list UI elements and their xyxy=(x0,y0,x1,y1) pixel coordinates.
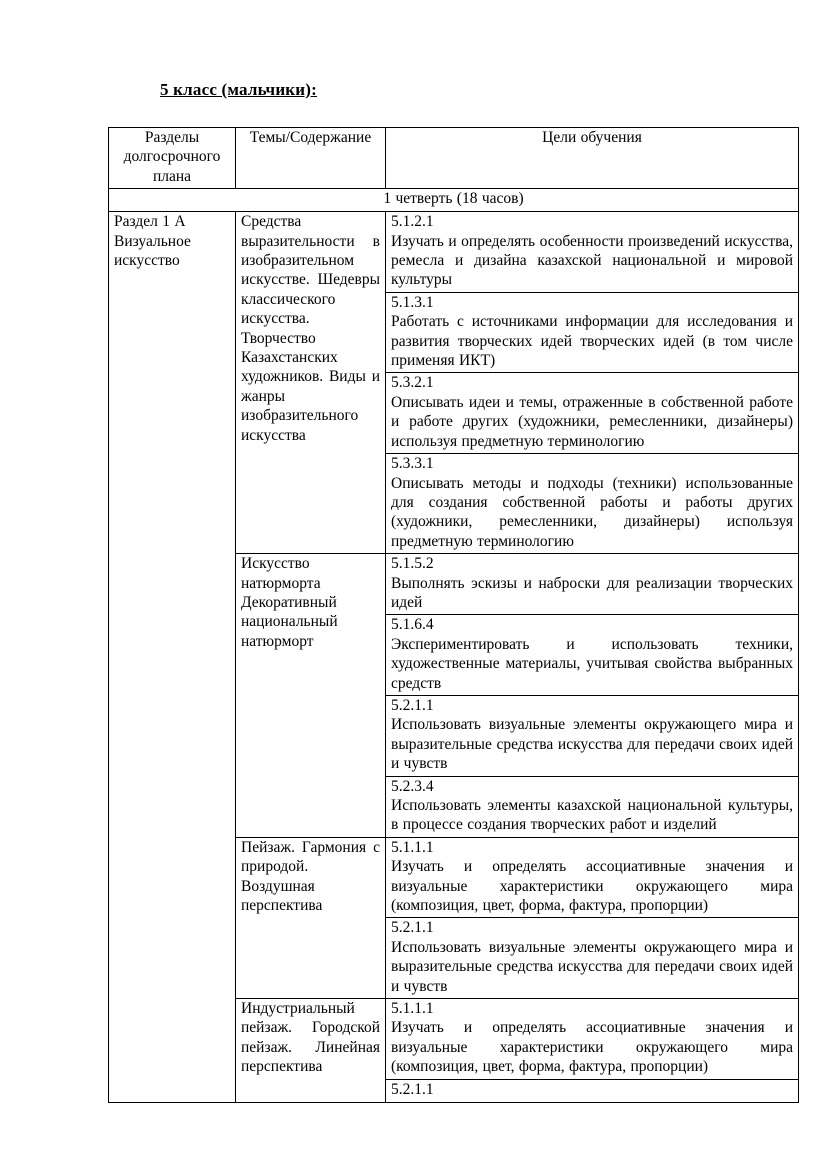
section-cell: Раздел 1 А Визуальное искусство xyxy=(109,212,236,1102)
header-cell-sections: Разделы долгосрочного плана xyxy=(109,128,236,189)
objective-code: 5.3.2.1 xyxy=(391,374,434,392)
objective-code: 5.2.1.1 xyxy=(391,919,434,937)
topic-cell: Средства выразительности в изобразительном искусстве. Шедевры классического искусства. Творчество Казахстанских художников. Виды и жанры изобразительного искусства xyxy=(236,212,386,554)
objective-cell xyxy=(386,554,799,615)
objective-text: Описывать идеи и темы, отраженные в собственной работе и работе других (художники, ремесленники, дизайнеры) используя предметную терминологию xyxy=(391,393,793,450)
objective-cell xyxy=(386,776,799,837)
objective-text: Экспериментировать и использовать техники, художественные материалы, учитывая свойства выбранных средств xyxy=(391,635,793,692)
objective-code: 5.1.1.1 xyxy=(391,1000,434,1018)
page-title: 5 класс (мальчики): xyxy=(160,80,318,99)
objective-code: 5.3.3.1 xyxy=(391,455,434,473)
topic-cell: Индустриальный пейзаж. Городской пейзаж. Линейная перспектива xyxy=(236,999,386,1103)
objective-text: Использовать визуальные элементы окружающего мира и выразительные средства искусства для передачи своих идей и чувств xyxy=(391,938,793,995)
objective-text: Работать с источниками информации для исследования и развития творческих идей творческих идей (в том числе применяя ИКТ) xyxy=(391,313,793,370)
objective-cell xyxy=(386,999,799,1080)
objective-code: 5.1.6.4 xyxy=(391,616,434,634)
objective-code: 5.1.5.2 xyxy=(391,555,434,573)
table-header-row xyxy=(109,128,799,189)
quarter-cell: 1 четверть (18 часов) xyxy=(109,189,799,212)
objective-code: 5.1.3.1 xyxy=(391,293,434,311)
objective-text: Изучать и определять ассоциативные значения и визуальные характеристики окружающего мира (композиция, цвет, форма, фактура, пропорции) xyxy=(391,1019,793,1076)
topic-cell: Пейзаж. Гармония с природой. Воздушная перспектива xyxy=(236,837,386,998)
quarter-row xyxy=(109,189,799,212)
objective-text: Выполнять эскизы и наброски для реализации творческих идей xyxy=(391,574,793,611)
objective-cell xyxy=(386,695,799,776)
objective-cell xyxy=(386,373,799,454)
objective-cell xyxy=(386,292,799,373)
objective-code: 5.1.2.1 xyxy=(391,213,434,231)
objective-text: Описывать методы и подходы (техники) использованные для создания собственной работы и работы других (художники, ремесленники, дизайнеры) используя предметную терминологию xyxy=(391,474,793,550)
objective-code: 5.2.1.1 xyxy=(391,696,434,714)
objective-cell xyxy=(386,615,799,696)
objective-text: Использовать элементы казахской национальной культуры, в процессе создания творческих работ и изделий xyxy=(391,797,793,834)
objective-cell xyxy=(386,918,799,999)
objective-cell xyxy=(386,454,799,554)
curriculum-table xyxy=(108,127,799,1103)
objective-code: 5.2.1.1 xyxy=(391,1080,434,1098)
header-cell-topics: Темы/Содержание xyxy=(236,128,386,189)
topic-cell: Искусство натюрморта Декоративный национальный натюрморт xyxy=(236,554,386,838)
objective-cell xyxy=(386,837,799,918)
table-row xyxy=(109,212,799,293)
objective-text: Изучать и определять особенности произведений искусства, ремесла и дизайна казахской национальной и мировой культуры xyxy=(391,232,793,289)
objective-code: 5.2.3.4 xyxy=(391,777,434,795)
objective-cell xyxy=(386,212,799,293)
objective-code: 5.1.1.1 xyxy=(391,838,434,856)
header-cell-objectives: Цели обучения xyxy=(386,128,799,189)
objective-cell xyxy=(386,1079,799,1102)
objective-text: Использовать визуальные элементы окружающего мира и выразительные средства искусства для передачи своих идей и чувств xyxy=(391,716,793,773)
objective-text: Изучать и определять ассоциативные значения и визуальные характеристики окружающего мира (композиция, цвет, форма, фактура, пропорции) xyxy=(391,858,793,915)
